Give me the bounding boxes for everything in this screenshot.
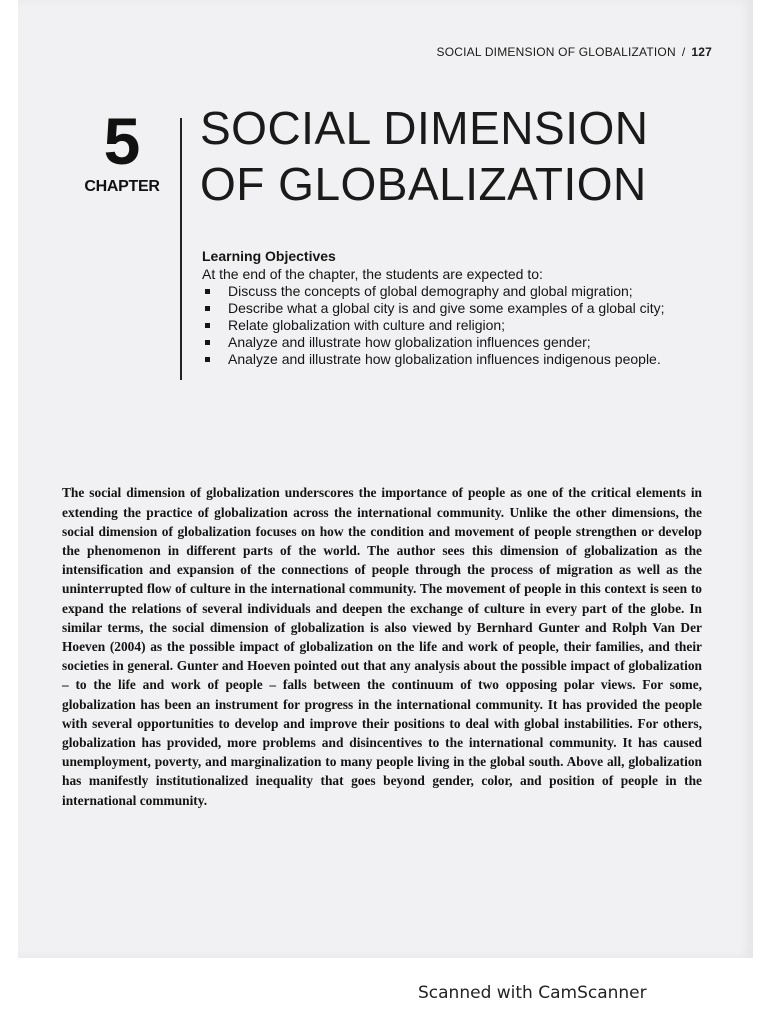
running-head-separator: / [681,45,686,59]
running-head [382,45,712,59]
chapter-title [200,100,720,212]
objectives-intro: At the end of the chapter, the students are expected to: [202,266,543,282]
chapter-number: 5 [103,104,141,178]
objective-item: Discuss the concepts of global demography and global migration; [202,283,722,300]
chapter-title-line-1: SOCIAL DIMENSION [200,102,649,154]
body-paragraph: The social dimension of globalization underscores the importance of people as one of the critical elements in extending the practice of globalization across the international community. Unlike the other dimensions, the social dimension of globalization focuses on how the condition and movement of people strengthen or develop the phenomenon in different parts of the world. The author sees this dimension of globalization as the intensification and expansion of the connections of people through the process of migration as well as the uninterrupted flow of culture in the international community. The movement of people in this context is seen to expand the relations of several individuals and deepen the exchange of culture in every part of the globe. In similar terms, the social dimension of globalization is also viewed by Bernhard Gunter and Rolph Van Der Hoeven (2004) as the possible impact of globalization on the life and work of people, their families, and their societies in general. Gunter and Hoeven pointed out that any analysis about the possible impact of globalization – to the life and work of people – falls between the continuum of two opposing polar views. For some, globalization has been an instrument for progress in the international community. It has provided the people with several opportunities to develop and improve their positions to deal with global instabilities. For others, globalization has provided, more problems and disincentives to the international community. It has caused unemployment, poverty, and marginalization to many people living in the global south. Above all, globalization has manifestly institutionalized inequality that goes beyond gender, color, and position of people in the international community. [62,485,702,808]
objective-item: Analyze and illustrate how globalization influences indigenous people. [202,351,722,368]
objective-item: Relate globalization with culture and religion; [202,317,722,334]
scanner-watermark: Scanned with CamScanner [418,983,647,1003]
chapter-label: CHAPTER [84,178,160,195]
learning-objectives [202,248,722,368]
chapter-title-line-2: OF GLOBALIZATION [200,158,647,210]
chapter-divider [180,118,182,380]
objective-item: Analyze and illustrate how globalization influences gender; [202,334,722,351]
page-number: 127 [691,45,712,59]
running-head-title: SOCIAL DIMENSION OF GLOBALIZATION [436,45,676,59]
objectives-list [202,283,722,368]
objectives-heading: Learning Objectives [202,248,336,264]
objective-item: Describe what a global city is and give some examples of a global city; [202,300,722,317]
